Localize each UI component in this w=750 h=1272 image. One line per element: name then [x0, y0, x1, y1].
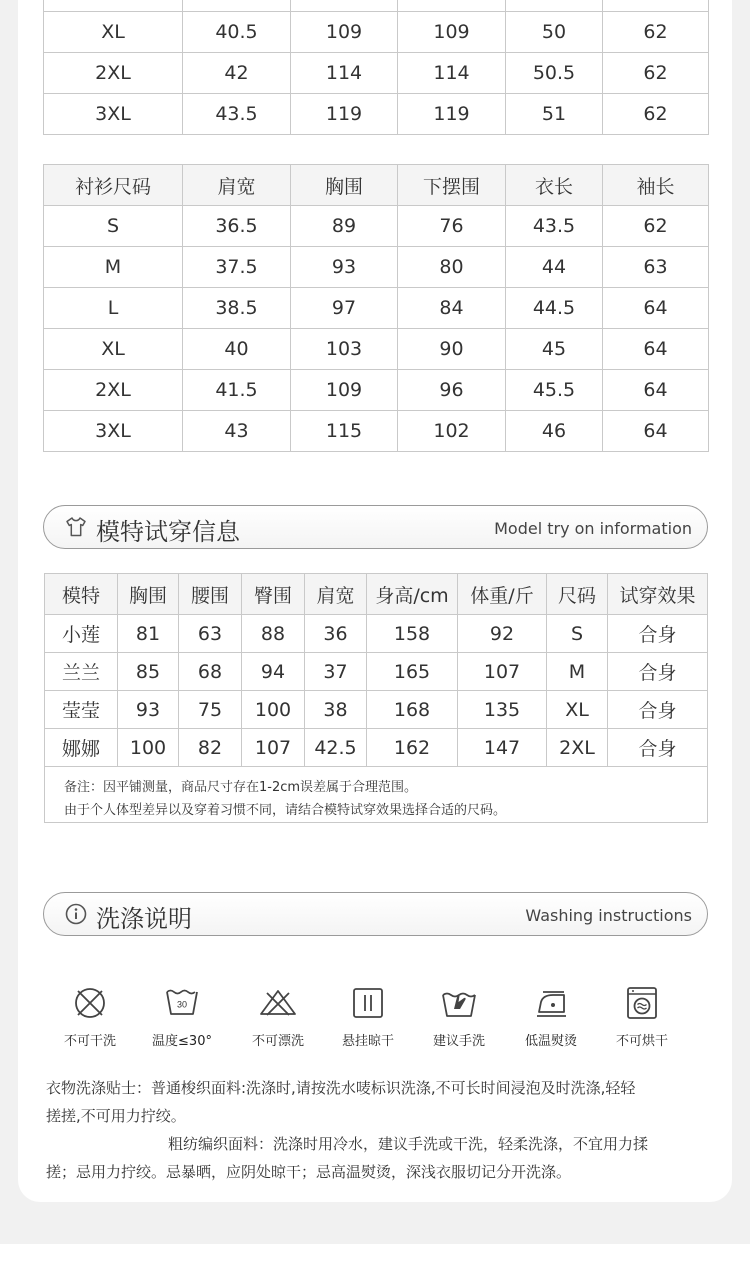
care-wash-30	[137, 983, 227, 1049]
info-icon	[64, 902, 88, 926]
care-no-tumble-dry	[597, 983, 687, 1049]
column-header: 尺码	[547, 574, 608, 615]
column-header: 袖长	[603, 165, 709, 206]
table-cell: 100	[118, 729, 179, 767]
column-header: 肩宽	[305, 574, 367, 615]
table-cell: 2XL	[44, 370, 183, 411]
table-cell: 89	[291, 206, 398, 247]
table-cell: S	[547, 615, 608, 653]
table-cell: 107	[458, 653, 547, 691]
column-header: 下摆围	[398, 165, 506, 206]
note-row	[45, 767, 708, 823]
table-cell: 168	[367, 691, 458, 729]
table-cell: 37.5	[183, 247, 291, 288]
column-header: 衣长	[506, 165, 603, 206]
table-cell: 103	[291, 329, 398, 370]
model-try-on-table	[44, 573, 708, 823]
hang-dry-icon	[348, 983, 388, 1023]
table-cell: 92	[458, 615, 547, 653]
table-cell: 64	[603, 288, 709, 329]
table-cell: 合身	[608, 691, 708, 729]
wash-temp-text: 30	[176, 999, 188, 1010]
table-cell: 63	[179, 615, 242, 653]
section-subtitle: Washing instructions	[525, 906, 692, 925]
table-cell: 36	[305, 615, 367, 653]
table-row	[45, 691, 708, 729]
care-label: 温度≤30°	[152, 1034, 212, 1049]
table-cell: 小莲	[45, 615, 118, 653]
table-cell: M	[44, 247, 183, 288]
no-dry-clean-icon	[70, 983, 110, 1023]
table-cell: 96	[398, 370, 506, 411]
table-cell: 40.5	[183, 12, 291, 53]
table-cell: 114	[398, 53, 506, 94]
table-row	[44, 247, 709, 288]
table-cell: 50	[506, 12, 603, 53]
care-label: 不可漂洗	[251, 1034, 304, 1049]
table-header-row	[45, 574, 708, 615]
table-cell: 102	[398, 411, 506, 452]
table-cell: XL	[547, 691, 608, 729]
note-line: 由于个人体型差异以及穿着习惯不同，请结合模特试穿效果选择合适的尺码。	[64, 803, 507, 818]
table-cell: 41.5	[183, 370, 291, 411]
table-row	[44, 12, 709, 53]
washing-header	[43, 892, 708, 936]
table-cell: 2XL	[44, 53, 183, 94]
tshirt-icon	[64, 515, 88, 539]
table-cell: 119	[291, 94, 398, 135]
table-cell: 76	[398, 206, 506, 247]
column-header: 臀围	[242, 574, 305, 615]
section-title: 模特试穿信息	[96, 518, 240, 546]
table-cell: 68	[179, 653, 242, 691]
model-info-header	[43, 505, 708, 549]
table-cell: 45.5	[506, 370, 603, 411]
column-header: 试穿效果	[608, 574, 708, 615]
table-cell: 85	[118, 653, 179, 691]
column-header: 模特	[45, 574, 118, 615]
table-cell: 114	[291, 53, 398, 94]
care-label: 不可烘干	[615, 1034, 668, 1049]
low-iron-icon	[531, 983, 571, 1023]
care-no-dry-clean	[45, 983, 135, 1049]
section-title: 洗涤说明	[96, 905, 192, 933]
wash-30-icon	[162, 983, 202, 1023]
table-cell: 88	[242, 615, 305, 653]
table-cell: 娜娜	[45, 729, 118, 767]
table-cell: 109	[291, 370, 398, 411]
table-cell: 50.5	[506, 53, 603, 94]
table-cell: 2XL	[547, 729, 608, 767]
table-row	[44, 53, 709, 94]
table-cell: 莹莹	[45, 691, 118, 729]
table-cell: 162	[367, 729, 458, 767]
table-cell: 36.5	[183, 206, 291, 247]
table-cell: 109	[398, 12, 506, 53]
table-cell: 42.5	[305, 729, 367, 767]
section-subtitle: Model try on information	[494, 519, 692, 538]
table-cell	[603, 0, 709, 12]
table-cell: 93	[291, 247, 398, 288]
table-cell	[291, 0, 398, 12]
table-cell: 62	[603, 12, 709, 53]
table-cell: 62	[603, 53, 709, 94]
care-low-iron	[506, 983, 596, 1049]
table-cell: 43.5	[183, 94, 291, 135]
table-row	[44, 94, 709, 135]
column-header: 身高/cm	[367, 574, 458, 615]
table-cell: 147	[458, 729, 547, 767]
table-cell: S	[44, 206, 183, 247]
table-row	[44, 370, 709, 411]
table-cell: 62	[603, 206, 709, 247]
column-header: 衬衫尺码	[44, 165, 183, 206]
table-cell: 合身	[608, 729, 708, 767]
care-label: 建议手洗	[432, 1034, 485, 1049]
table-cell: 46	[506, 411, 603, 452]
table-cell: 兰兰	[45, 653, 118, 691]
table-cell: 43	[183, 411, 291, 452]
table-cell: 51	[506, 94, 603, 135]
table-cell: 100	[242, 691, 305, 729]
table-row	[44, 411, 709, 452]
bottom-strip	[0, 1244, 750, 1272]
table-cell: 63	[603, 247, 709, 288]
table-cell: 3XL	[44, 94, 183, 135]
table-cell: 42	[183, 53, 291, 94]
table-header-row	[44, 165, 709, 206]
table-cell: 3XL	[44, 411, 183, 452]
size-table-top	[43, 0, 709, 135]
table-cell: 90	[398, 329, 506, 370]
table-cell: 75	[179, 691, 242, 729]
wash-tips-line: 搓搓,不可用力拧绞。	[46, 1107, 186, 1125]
table-cell: 109	[291, 12, 398, 53]
hand-wash-icon	[439, 983, 479, 1023]
care-label: 悬挂晾干	[341, 1034, 394, 1049]
table-cell: 40	[183, 329, 291, 370]
care-label: 不可干洗	[63, 1034, 116, 1049]
note-cell	[45, 767, 708, 823]
table-cell: 165	[367, 653, 458, 691]
care-hang-dry	[323, 983, 413, 1049]
care-hand-wash	[414, 983, 504, 1049]
table-cell: 115	[291, 411, 398, 452]
column-header: 胸围	[291, 165, 398, 206]
note-line: 备注：因平铺测量，商品尺寸存在1-2cm误差属于合理范围。	[64, 780, 418, 795]
table-cell: 80	[398, 247, 506, 288]
table-row	[44, 288, 709, 329]
table-cell: 158	[367, 615, 458, 653]
table-cell	[44, 0, 183, 12]
table-cell: 119	[398, 94, 506, 135]
table-cell: 93	[118, 691, 179, 729]
table-row	[44, 206, 709, 247]
wash-tips-line: 衣物洗涤贴士：普通梭织面料:洗涤时,请按洗水唛标识洗涤,不可长时间浸泡及时洗涤,轻轻	[46, 1079, 636, 1097]
table-cell: 82	[179, 729, 242, 767]
table-row	[44, 329, 709, 370]
table-cell: 合身	[608, 653, 708, 691]
care-label: 低温熨烫	[524, 1034, 577, 1049]
table-row	[44, 0, 709, 12]
table-cell: 45	[506, 329, 603, 370]
table-cell	[398, 0, 506, 12]
table-cell: 107	[242, 729, 305, 767]
table-cell: 97	[291, 288, 398, 329]
column-header: 体重/斤	[458, 574, 547, 615]
table-cell: 64	[603, 329, 709, 370]
table-cell: XL	[44, 12, 183, 53]
table-cell: 44	[506, 247, 603, 288]
table-cell: 81	[118, 615, 179, 653]
table-cell: 135	[458, 691, 547, 729]
table-cell: 94	[242, 653, 305, 691]
table-cell: 43.5	[506, 206, 603, 247]
table-row	[45, 615, 708, 653]
column-header: 肩宽	[183, 165, 291, 206]
table-cell: 合身	[608, 615, 708, 653]
table-cell: 37	[305, 653, 367, 691]
table-cell: 38.5	[183, 288, 291, 329]
column-header: 胸围	[118, 574, 179, 615]
table-cell: 38	[305, 691, 367, 729]
table-cell: 62	[603, 94, 709, 135]
table-cell	[183, 0, 291, 12]
table-cell: 64	[603, 370, 709, 411]
no-tumble-dry-icon	[622, 983, 662, 1023]
table-cell	[506, 0, 603, 12]
care-no-bleach	[233, 983, 323, 1049]
no-bleach-icon	[258, 983, 298, 1023]
table-cell: M	[547, 653, 608, 691]
column-header: 腰围	[179, 574, 242, 615]
table-row	[45, 729, 708, 767]
wash-tips-line: 粗纺编织面料：洗涤时用冷水，建议手洗或干洗，轻柔洗涤，不宜用力揉	[168, 1135, 649, 1153]
table-cell: 44.5	[506, 288, 603, 329]
table-cell: XL	[44, 329, 183, 370]
table-cell: 84	[398, 288, 506, 329]
table-cell: L	[44, 288, 183, 329]
table-row	[45, 653, 708, 691]
shirt-size-table	[43, 164, 709, 452]
wash-tips-line: 搓；忌用力拧绞。忌暴晒，应阴处晾干；忌高温熨烫，深浅衣服切记分开洗涤。	[46, 1163, 572, 1181]
table-cell: 64	[603, 411, 709, 452]
